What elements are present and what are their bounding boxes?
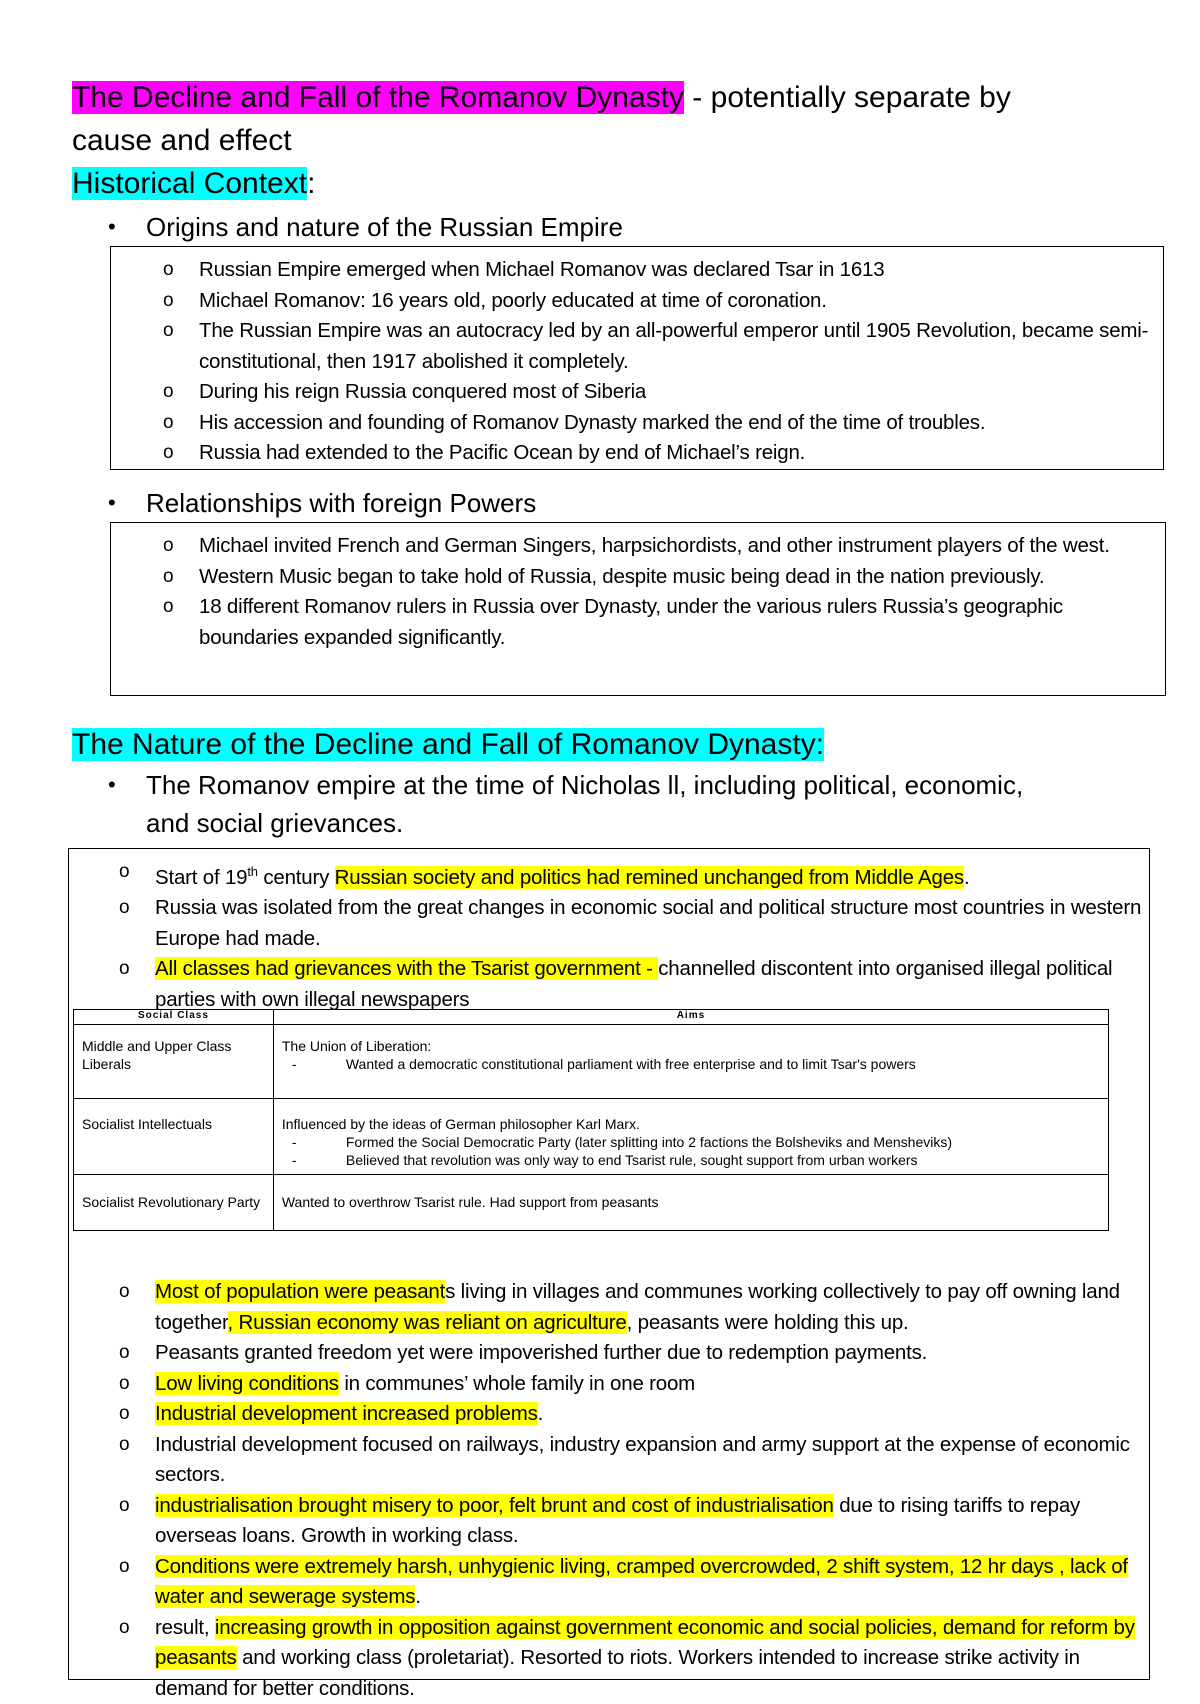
cell-aims: Wanted to overthrow Tsarist rule. Had support from peasants bbox=[273, 1175, 1108, 1231]
title-line-2: cause and effect bbox=[72, 119, 1152, 162]
list-item-text: Russia had extended to the Pacific Ocean by end of Michael’s reign. bbox=[199, 441, 805, 464]
bullet-nicholas-text: The Romanov empire at the time of Nicholas ll, including political, economic, and social grievances. bbox=[146, 766, 1046, 842]
cell-aims bbox=[273, 1099, 1108, 1175]
list-item bbox=[111, 438, 1163, 469]
bullet-dot-icon: • bbox=[108, 208, 116, 246]
sub-bullet-icon: o bbox=[163, 408, 173, 439]
dash-icon: - bbox=[292, 1055, 297, 1073]
list-item bbox=[69, 1277, 1149, 1338]
sub-bullet-icon: o bbox=[119, 1399, 129, 1430]
item-text: , peasants were holding this up. bbox=[627, 1311, 909, 1334]
sub-bullet-icon: o bbox=[163, 531, 173, 562]
list-item bbox=[111, 377, 1163, 408]
highlighted-text: increasing growth in opposition against government economic and social policies, demand for reform by peasants bbox=[155, 1616, 1135, 1670]
table-row bbox=[74, 1099, 1109, 1175]
superscript: th bbox=[247, 864, 257, 879]
bullet-nicholas bbox=[108, 766, 1138, 846]
item-text: Start of 19 bbox=[155, 866, 247, 889]
item-text: Peasants granted freedom yet were impoverished further due to redemption payments. bbox=[155, 1341, 927, 1364]
origins-box bbox=[110, 246, 1164, 470]
bullet-foreign-text: Relationships with foreign Powers bbox=[146, 484, 1126, 522]
nature-box bbox=[68, 848, 1150, 1680]
highlighted-text: Industrial development increased problems bbox=[155, 1402, 538, 1425]
aim-point bbox=[282, 1133, 1100, 1151]
aim-intro: The Union of Liberation: bbox=[282, 1037, 1100, 1055]
highlighted-text: All classes had grievances with the Tsarist government - bbox=[155, 957, 658, 980]
sub-bullet-icon: o bbox=[119, 1430, 129, 1461]
origins-list bbox=[111, 255, 1163, 469]
item-text: result, bbox=[155, 1616, 215, 1639]
aim-point bbox=[282, 1151, 1100, 1169]
sub-bullet-icon: o bbox=[163, 592, 173, 623]
header-aims: Aims bbox=[273, 1010, 1108, 1025]
item-text: . bbox=[538, 1402, 544, 1425]
list-item bbox=[69, 857, 1149, 893]
list-item bbox=[69, 1613, 1149, 1704]
list-item-text: His accession and founding of Romanov Dynasty marked the end of the time of troubles. bbox=[199, 411, 985, 434]
list-item bbox=[111, 316, 1163, 377]
list-item-text: Michael invited French and German Singers, harpsichordists, and other instrument players of the west. bbox=[199, 534, 1110, 557]
item-text: and working class (proletariat). Resorted to riots. Workers intended to increase strike activity in demand for better conditions. bbox=[155, 1646, 1080, 1700]
sub-bullet-icon: o bbox=[119, 954, 129, 985]
highlighted-text: Russian society and politics had remined unchanged from Middle Ages bbox=[335, 866, 964, 889]
item-text: Russia was isolated from the great changes in economic social and political structure most countries in western Europe had made. bbox=[155, 896, 1141, 950]
table-row bbox=[74, 1025, 1109, 1099]
sub-bullet-icon: o bbox=[119, 1491, 129, 1522]
bullet-dot-icon: • bbox=[108, 766, 116, 804]
heading-colon: : bbox=[307, 167, 315, 200]
list-item-text: Western Music began to take hold of Russia, despite music being dead in the nation previously. bbox=[199, 565, 1044, 588]
highlighted-text: , Russian economy was reliant on agriculture bbox=[228, 1311, 627, 1334]
aim-point bbox=[282, 1055, 1100, 1073]
item-text: in communes’ whole family in one room bbox=[339, 1372, 695, 1395]
cell-class: Middle and Upper Class Liberals bbox=[74, 1025, 274, 1099]
title-rest: - potentially separate by bbox=[684, 81, 1011, 114]
foreign-list bbox=[111, 531, 1165, 653]
list-item bbox=[111, 562, 1165, 593]
social-class-table bbox=[73, 1009, 1109, 1231]
sub-bullet-icon: o bbox=[163, 316, 173, 347]
sub-bullet-icon: o bbox=[119, 1369, 129, 1400]
highlighted-text: Most of population were peasant bbox=[155, 1280, 445, 1303]
sub-bullet-icon: o bbox=[163, 286, 173, 317]
sub-bullet-icon: o bbox=[119, 1552, 129, 1583]
nature-heading-label: The Nature of the Decline and Fall of Romanov Dynasty: bbox=[72, 728, 824, 761]
item-text: . bbox=[964, 866, 970, 889]
sub-bullet-icon: o bbox=[163, 377, 173, 408]
foreign-box bbox=[110, 522, 1166, 696]
item-text: s living in villages and communes working collectively to pay off owning land together bbox=[155, 1280, 1120, 1334]
sub-bullet-icon: o bbox=[163, 562, 173, 593]
item-text: due to rising tariffs to repay overseas loans. Growth in working class. bbox=[155, 1494, 1080, 1548]
header-social-class: Social Class bbox=[74, 1010, 274, 1025]
list-item-text: 18 different Romanov rulers in Russia over Dynasty, under the various rulers Russia’s geographic boundaries expanded significantly. bbox=[199, 595, 1063, 649]
list-item-text: Russian Empire emerged when Michael Romanov was declared Tsar in 1613 bbox=[199, 258, 884, 281]
sub-bullet-icon: o bbox=[163, 438, 173, 469]
aim-point-text: Formed the Social Democratic Party (later splitting into 2 factions the Bolsheviks and Mensheviks) bbox=[346, 1134, 952, 1150]
list-item bbox=[111, 531, 1165, 562]
aim-point-text: Believed that revolution was only way to end Tsarist rule, sought support from urban workers bbox=[346, 1152, 918, 1168]
nature-top-list bbox=[69, 857, 1149, 1015]
sub-bullet-icon: o bbox=[119, 1338, 129, 1369]
sub-bullet-icon: o bbox=[163, 255, 173, 286]
nature-heading bbox=[72, 723, 1152, 766]
title-highlighted: The Decline and Fall of the Romanov Dynasty bbox=[72, 81, 684, 114]
historical-context-label: Historical Context bbox=[72, 167, 307, 200]
item-text: Industrial development focused on railways, industry expansion and army support at the expense of economic sectors. bbox=[155, 1433, 1130, 1487]
list-item bbox=[69, 954, 1149, 1015]
list-item-text: Michael Romanov: 16 years old, poorly educated at time of coronation. bbox=[199, 289, 827, 312]
aim-point-text: Wanted a democratic constitutional parliament with free enterprise and to limit Tsar's powers bbox=[346, 1056, 916, 1072]
list-item bbox=[111, 255, 1163, 286]
list-item bbox=[69, 1552, 1149, 1613]
list-item bbox=[111, 592, 1165, 653]
list-item bbox=[69, 1430, 1149, 1491]
dash-icon: - bbox=[292, 1151, 297, 1169]
list-item bbox=[111, 286, 1163, 317]
sub-bullet-icon: o bbox=[119, 1277, 129, 1308]
sub-bullet-icon: o bbox=[119, 893, 129, 924]
historical-context-heading bbox=[72, 162, 1152, 205]
highlighted-text: industrialisation brought misery to poor, felt brunt and cost of industrialisation bbox=[155, 1494, 834, 1517]
list-item bbox=[69, 1399, 1149, 1430]
table-row bbox=[74, 1175, 1109, 1231]
cell-class: Socialist Revolutionary Party bbox=[74, 1175, 274, 1231]
list-item bbox=[69, 893, 1149, 954]
highlighted-text: Conditions were extremely harsh, unhygienic living, cramped overcrowded, 2 shift system, 12 hr days , lack of water and sewerage systems bbox=[155, 1555, 1128, 1609]
list-item-text: During his reign Russia conquered most of Siberia bbox=[199, 380, 646, 403]
dash-icon: - bbox=[292, 1133, 297, 1151]
list-item bbox=[111, 408, 1163, 439]
list-item bbox=[69, 1491, 1149, 1552]
table-header-row bbox=[74, 1010, 1109, 1025]
list-item bbox=[69, 1338, 1149, 1369]
nature-bottom-list bbox=[69, 1277, 1149, 1704]
list-item-text: The Russian Empire was an autocracy led by an all-powerful emperor until 1905 Revolution, became semi- constitutional, then 1917 abolished it completely. bbox=[199, 319, 1148, 373]
cell-aims bbox=[273, 1025, 1108, 1099]
cell-class: Socialist Intellectuals bbox=[74, 1099, 274, 1175]
sub-bullet-icon: o bbox=[119, 857, 129, 888]
bullet-origins-text: Origins and nature of the Russian Empire bbox=[146, 208, 1126, 246]
item-text: channelled discontent into organised illegal political parties with own illegal newspapers bbox=[155, 957, 1112, 1011]
list-item bbox=[69, 1369, 1149, 1400]
highlighted-text: Low living conditions bbox=[155, 1372, 339, 1395]
sub-bullet-icon: o bbox=[119, 1613, 129, 1644]
aim-intro: Influenced by the ideas of German philosopher Karl Marx. bbox=[282, 1115, 1100, 1133]
item-text: . bbox=[415, 1585, 421, 1608]
bullet-dot-icon: • bbox=[108, 484, 116, 522]
item-text: century bbox=[258, 866, 335, 889]
document-title bbox=[72, 76, 1152, 119]
